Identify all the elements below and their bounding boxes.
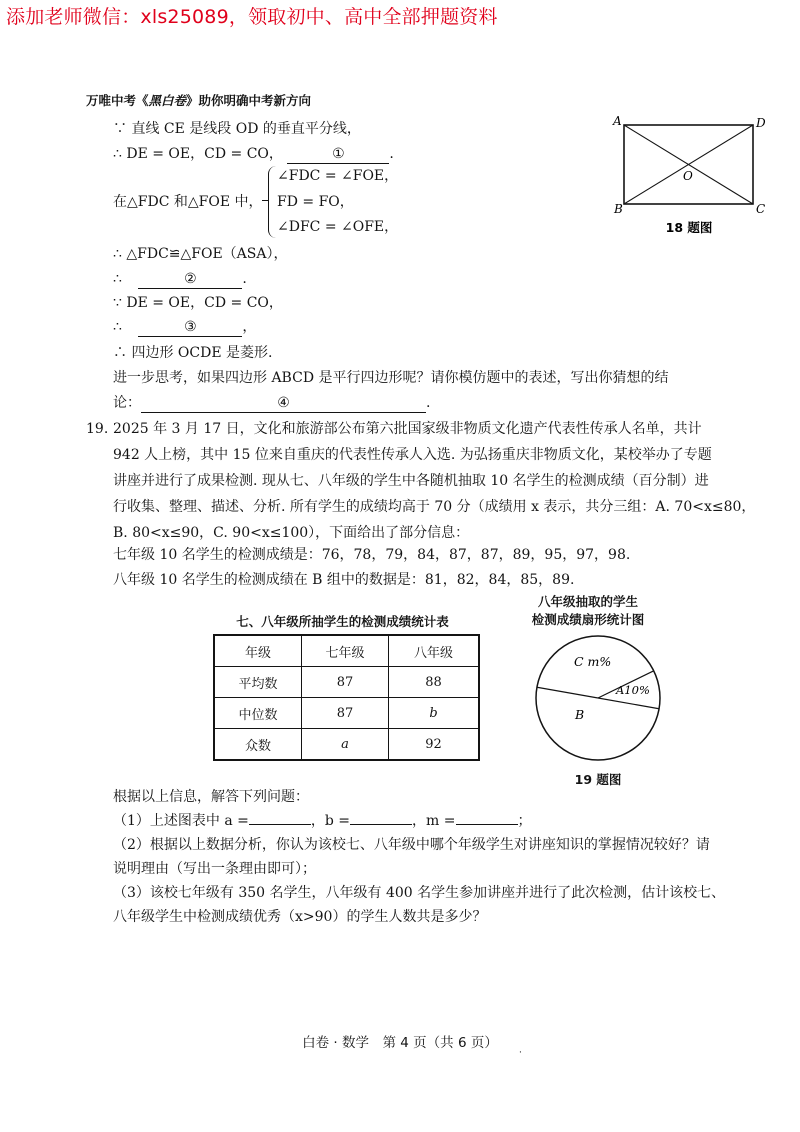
header-prefix: 万唯中考《 bbox=[86, 93, 149, 108]
q18-conclusion: ∴ 四边形 OCDE 是菱形. bbox=[113, 345, 273, 361]
brace bbox=[268, 166, 277, 238]
brace-line-3: ∠DFC = ∠OFE， bbox=[277, 219, 399, 235]
figure-19-caption: 19 题图 bbox=[574, 772, 622, 787]
q19-instruction: 根据以上信息，解答下列问题： bbox=[113, 789, 309, 805]
brace-tip bbox=[262, 200, 268, 201]
table-cell: b bbox=[389, 698, 480, 729]
q18-comma: ， bbox=[242, 319, 257, 335]
q19-stem-line-2: 942 人上榜，其中 15 位来自重庆的代表性传承人入选. 为弘扬重庆非物质文化，某校举办了专题 bbox=[113, 447, 712, 463]
blank-2[interactable]: ② bbox=[138, 271, 242, 289]
q19-stem bbox=[113, 416, 763, 546]
q19-number: 19. bbox=[86, 421, 109, 437]
label-D: D bbox=[756, 116, 766, 130]
pie-divider-b-c bbox=[537, 687, 598, 698]
answer-b-blank[interactable] bbox=[350, 824, 412, 825]
label-C: C bbox=[756, 202, 766, 216]
pie-chart bbox=[532, 632, 664, 764]
brace-line-1: ∠FDC = ∠FOE， bbox=[277, 168, 399, 184]
figure-18-caption: 18 题图 bbox=[665, 220, 713, 235]
q18-line1: ∵ 直线 CE 是线段 OD 的垂直平分线， bbox=[113, 121, 361, 137]
q18-in-triangle: 在△FDC 和△FOE 中， bbox=[113, 194, 263, 210]
q18-line2-row bbox=[113, 145, 394, 164]
table-cell: 88 bbox=[389, 667, 480, 698]
blank-1[interactable]: ① bbox=[287, 146, 389, 164]
table-cell: 87 bbox=[302, 667, 389, 698]
header-brand: 黑白卷 bbox=[148, 93, 187, 108]
grade8-b-scores: 八年级 10 名学生的检测成绩在 B 组中的数据是：81，82，84，85，89. bbox=[113, 572, 575, 588]
q18-because: ∵ DE = OE，CD = CO， bbox=[113, 295, 283, 311]
table-caption: 七、八年级所抽学生的检测成绩统计表 bbox=[236, 614, 449, 629]
part1-prefix: （1）上述图表中 a = bbox=[113, 813, 249, 829]
running-header bbox=[86, 91, 311, 109]
grade7-scores: 七年级 10 名学生的检测成绩是：76，78，79，84，87，87，89，95，97，98. bbox=[113, 547, 631, 563]
table-row bbox=[214, 698, 479, 729]
blank-4[interactable]: ④ bbox=[141, 395, 426, 413]
brace-line-2: FD = FO， bbox=[277, 194, 354, 210]
page-footer: 白卷 · 数学 第 4 页（共 6 页） bbox=[302, 1035, 498, 1051]
therefore-sign-2: ∴ bbox=[113, 319, 122, 335]
table-cell: 87 bbox=[302, 698, 389, 729]
part1-m-label: ，m = bbox=[412, 813, 456, 829]
answer-m-blank[interactable] bbox=[456, 824, 518, 825]
pie-label-c: C m% bbox=[574, 654, 612, 669]
table-header: 八年级 bbox=[389, 635, 480, 667]
q18-period-1: . bbox=[389, 146, 394, 162]
table-cell: 平均数 bbox=[214, 667, 302, 698]
table-cell: 中位数 bbox=[214, 698, 302, 729]
q18-line2: ∴ DE = OE，CD = CO， bbox=[113, 146, 283, 162]
footer-dot: · bbox=[519, 1048, 522, 1058]
q18-further-2: 论： bbox=[113, 395, 141, 411]
table-header-row bbox=[214, 635, 479, 667]
stats-table bbox=[213, 634, 480, 761]
pie-title-1: 八年级抽取的学生 bbox=[537, 594, 638, 609]
label-O: O bbox=[683, 169, 693, 183]
q18-further: 进一步思考，如果四边形 ABCD 是平行四边形呢？请你模仿题中的表述，写出你猜想的结 bbox=[113, 370, 669, 386]
figure-18 bbox=[610, 112, 770, 242]
pie-title-2: 检测成绩扇形统计图 bbox=[531, 612, 645, 627]
table-cell: 众数 bbox=[214, 729, 302, 761]
pie-divider-a-end bbox=[598, 698, 659, 709]
q19-part3-line2: 八年级学生中检测成绩优秀（x>90）的学生人数共是多少？ bbox=[113, 909, 487, 925]
label-A: A bbox=[613, 114, 622, 128]
label-B: B bbox=[614, 202, 623, 216]
q19-stem-line-3: 讲座并进行了成果检测. 现从七、八年级的学生中各随机抽取 10 名学生的检测成绩（百分制）进 bbox=[113, 473, 709, 489]
pie-label-a: A10% bbox=[616, 683, 650, 697]
table-header: 七年级 bbox=[302, 635, 389, 667]
q18-row-blank2 bbox=[113, 270, 247, 289]
q18-row-blank4 bbox=[113, 394, 430, 413]
table-row bbox=[214, 729, 479, 761]
ad-banner: 添加老师微信：xls25089，领取初中、高中全部押题资料 bbox=[6, 6, 498, 28]
answer-a-blank[interactable] bbox=[249, 824, 311, 825]
q18-period-2: . bbox=[242, 271, 247, 287]
q19-stem-line-1: 2025 年 3 月 17 日，文化和旅游部公布第六批国家级非物质文化遗产代表性传承人名单，共计 bbox=[113, 421, 702, 437]
part1-end: ； bbox=[517, 813, 532, 829]
part1-b-label: ，b = bbox=[310, 813, 351, 829]
therefore-sign: ∴ bbox=[113, 271, 122, 287]
pie-label-b: B bbox=[575, 707, 585, 722]
q19-part1 bbox=[113, 812, 532, 830]
table-header: 年级 bbox=[214, 635, 302, 667]
table-cell: a bbox=[302, 729, 389, 761]
q19-stem-line-4: 行收集、整理、描述、分析. 所有学生的成绩均高于 70 分（成绩用 x 表示，共分三组：A. 70<x≤80， bbox=[113, 499, 756, 515]
table-cell: 92 bbox=[389, 729, 480, 761]
q19-part2-line1: （2）根据以上数据分析，你认为该校七、八年级中哪个年级学生对讲座知识的掌握情况较好？请 bbox=[113, 837, 710, 853]
q18-row-blank3 bbox=[113, 318, 256, 337]
q19-part3-line1: （3）该校七年级有 350 名学生，八年级有 400 名学生参加讲座并进行了此次检测，估计该校七、 bbox=[113, 885, 726, 901]
blank-3[interactable]: ③ bbox=[138, 319, 242, 337]
q18-period-4: . bbox=[426, 395, 431, 411]
table-row bbox=[214, 667, 479, 698]
q19-part2-line2: 说明理由（写出一条理由即可）； bbox=[113, 861, 316, 877]
q18-congruent: ∴ △FDC≌△FOE（ASA）， bbox=[113, 246, 288, 262]
q19-stem-line-5: B. 80<x≤90，C. 90<x≤100），下面给出了部分信息： bbox=[113, 525, 470, 541]
header-suffix: 》助你明确中考新方向 bbox=[186, 93, 312, 108]
